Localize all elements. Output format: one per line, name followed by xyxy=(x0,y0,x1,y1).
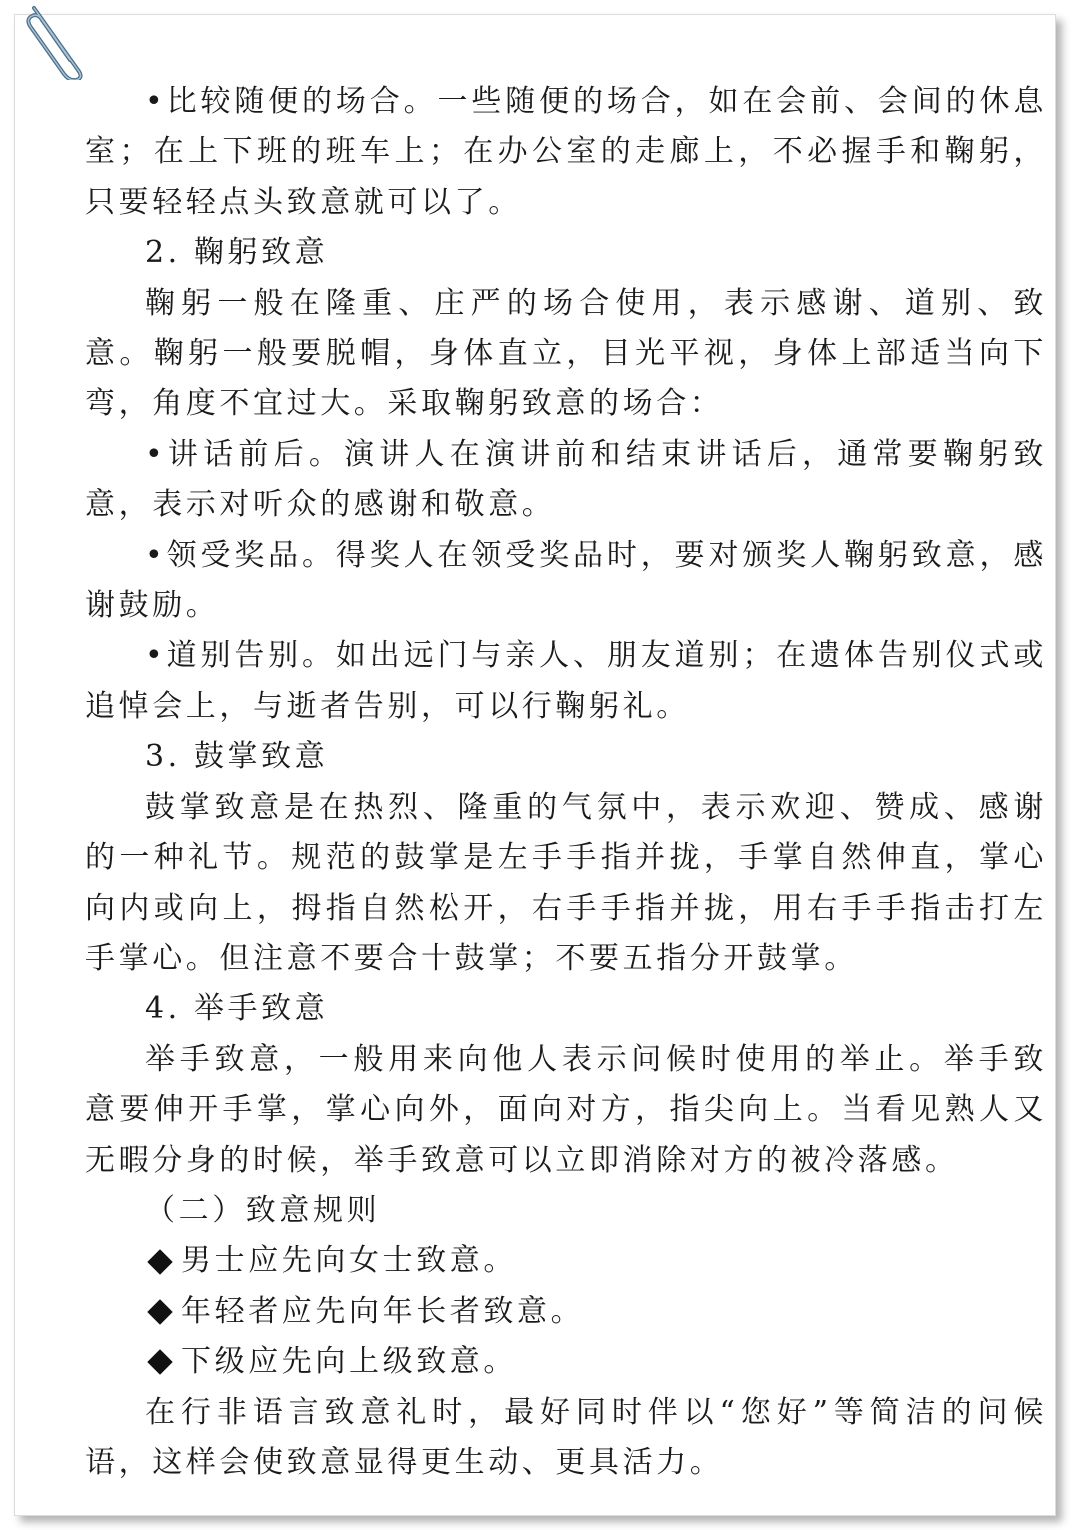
heading-bow-greeting: 2. 鞠躬致意 xyxy=(145,235,329,271)
diamond-bullet-icon xyxy=(147,1350,172,1375)
paragraph-bow-farewell: •道别告别。如出远门与亲人、朋友道别；在遗体告别仪式或追悼会上，与逝者告别，可以行鞠躬礼。 xyxy=(85,638,1047,724)
heading-hand-raise-greeting: 4. 举手致意 xyxy=(145,991,329,1027)
rule-item: 男士应先向女士致意。 xyxy=(85,1236,1047,1286)
document-page xyxy=(14,14,1056,1516)
diamond-bullet-icon xyxy=(147,1249,172,1274)
document-body xyxy=(85,77,1047,1488)
heading-applause-greeting: 3. 鼓掌致意 xyxy=(145,739,329,775)
paragraph-bow-intro: 鞠躬一般在隆重、庄严的场合使用，表示感谢、道别、致意。鞠躬一般要脱帽，身体直立，目光平视，身体上部适当向下弯，角度不宜过大。采取鞠躬致意的场合： xyxy=(85,285,1047,422)
paperclip-icon xyxy=(20,0,90,80)
rule-item: 年轻者应先向年长者致意。 xyxy=(85,1287,1047,1337)
paragraph-casual-occasions: •比较随便的场合。一些随便的场合，如在会前、会间的休息室；在上下班的班车上；在办公室的走廊上，不必握手和鞠躬，只要轻轻点头致意就可以了。 xyxy=(85,84,1047,220)
heading-greeting-rules: （二）致意规则 xyxy=(145,1192,381,1228)
diamond-bullet-icon xyxy=(147,1299,172,1324)
paragraph-applause: 鼓掌致意是在热烈、隆重的气氛中，表示欢迎、赞成、感谢的一种礼节。规范的鼓掌是左手手指并拢，手掌自然伸直，掌心向内或向上，拇指自然松开，右手手指并拢，用右手手指击打左手掌心。但注意不要合十鼓掌；不要五指分开鼓掌。 xyxy=(85,789,1047,976)
paragraph-closing: 在行非语言致意礼时，最好同时伴以“您好”等简洁的问候语，这样会使致意显得更生动、更具活力。 xyxy=(85,1394,1047,1480)
paragraph-hand-raise: 举手致意，一般用来向他人表示问候时使用的举止。举手致意要伸开手掌，掌心向外，面向对方，指尖向上。当看见熟人又无暇分身的时候，举手致意可以立即消除对方的被冷落感。 xyxy=(85,1041,1047,1178)
paragraph-bow-award: •领受奖品。得奖人在领受奖品时，要对颁奖人鞠躬致意，感谢鼓励。 xyxy=(85,537,1047,624)
paragraph-bow-speech: •讲话前后。演讲人在演讲前和结束讲话后，通常要鞠躬致意，表示对听众的感谢和敬意。 xyxy=(85,436,1047,523)
rule-item: 下级应先向上级致意。 xyxy=(85,1337,1047,1387)
